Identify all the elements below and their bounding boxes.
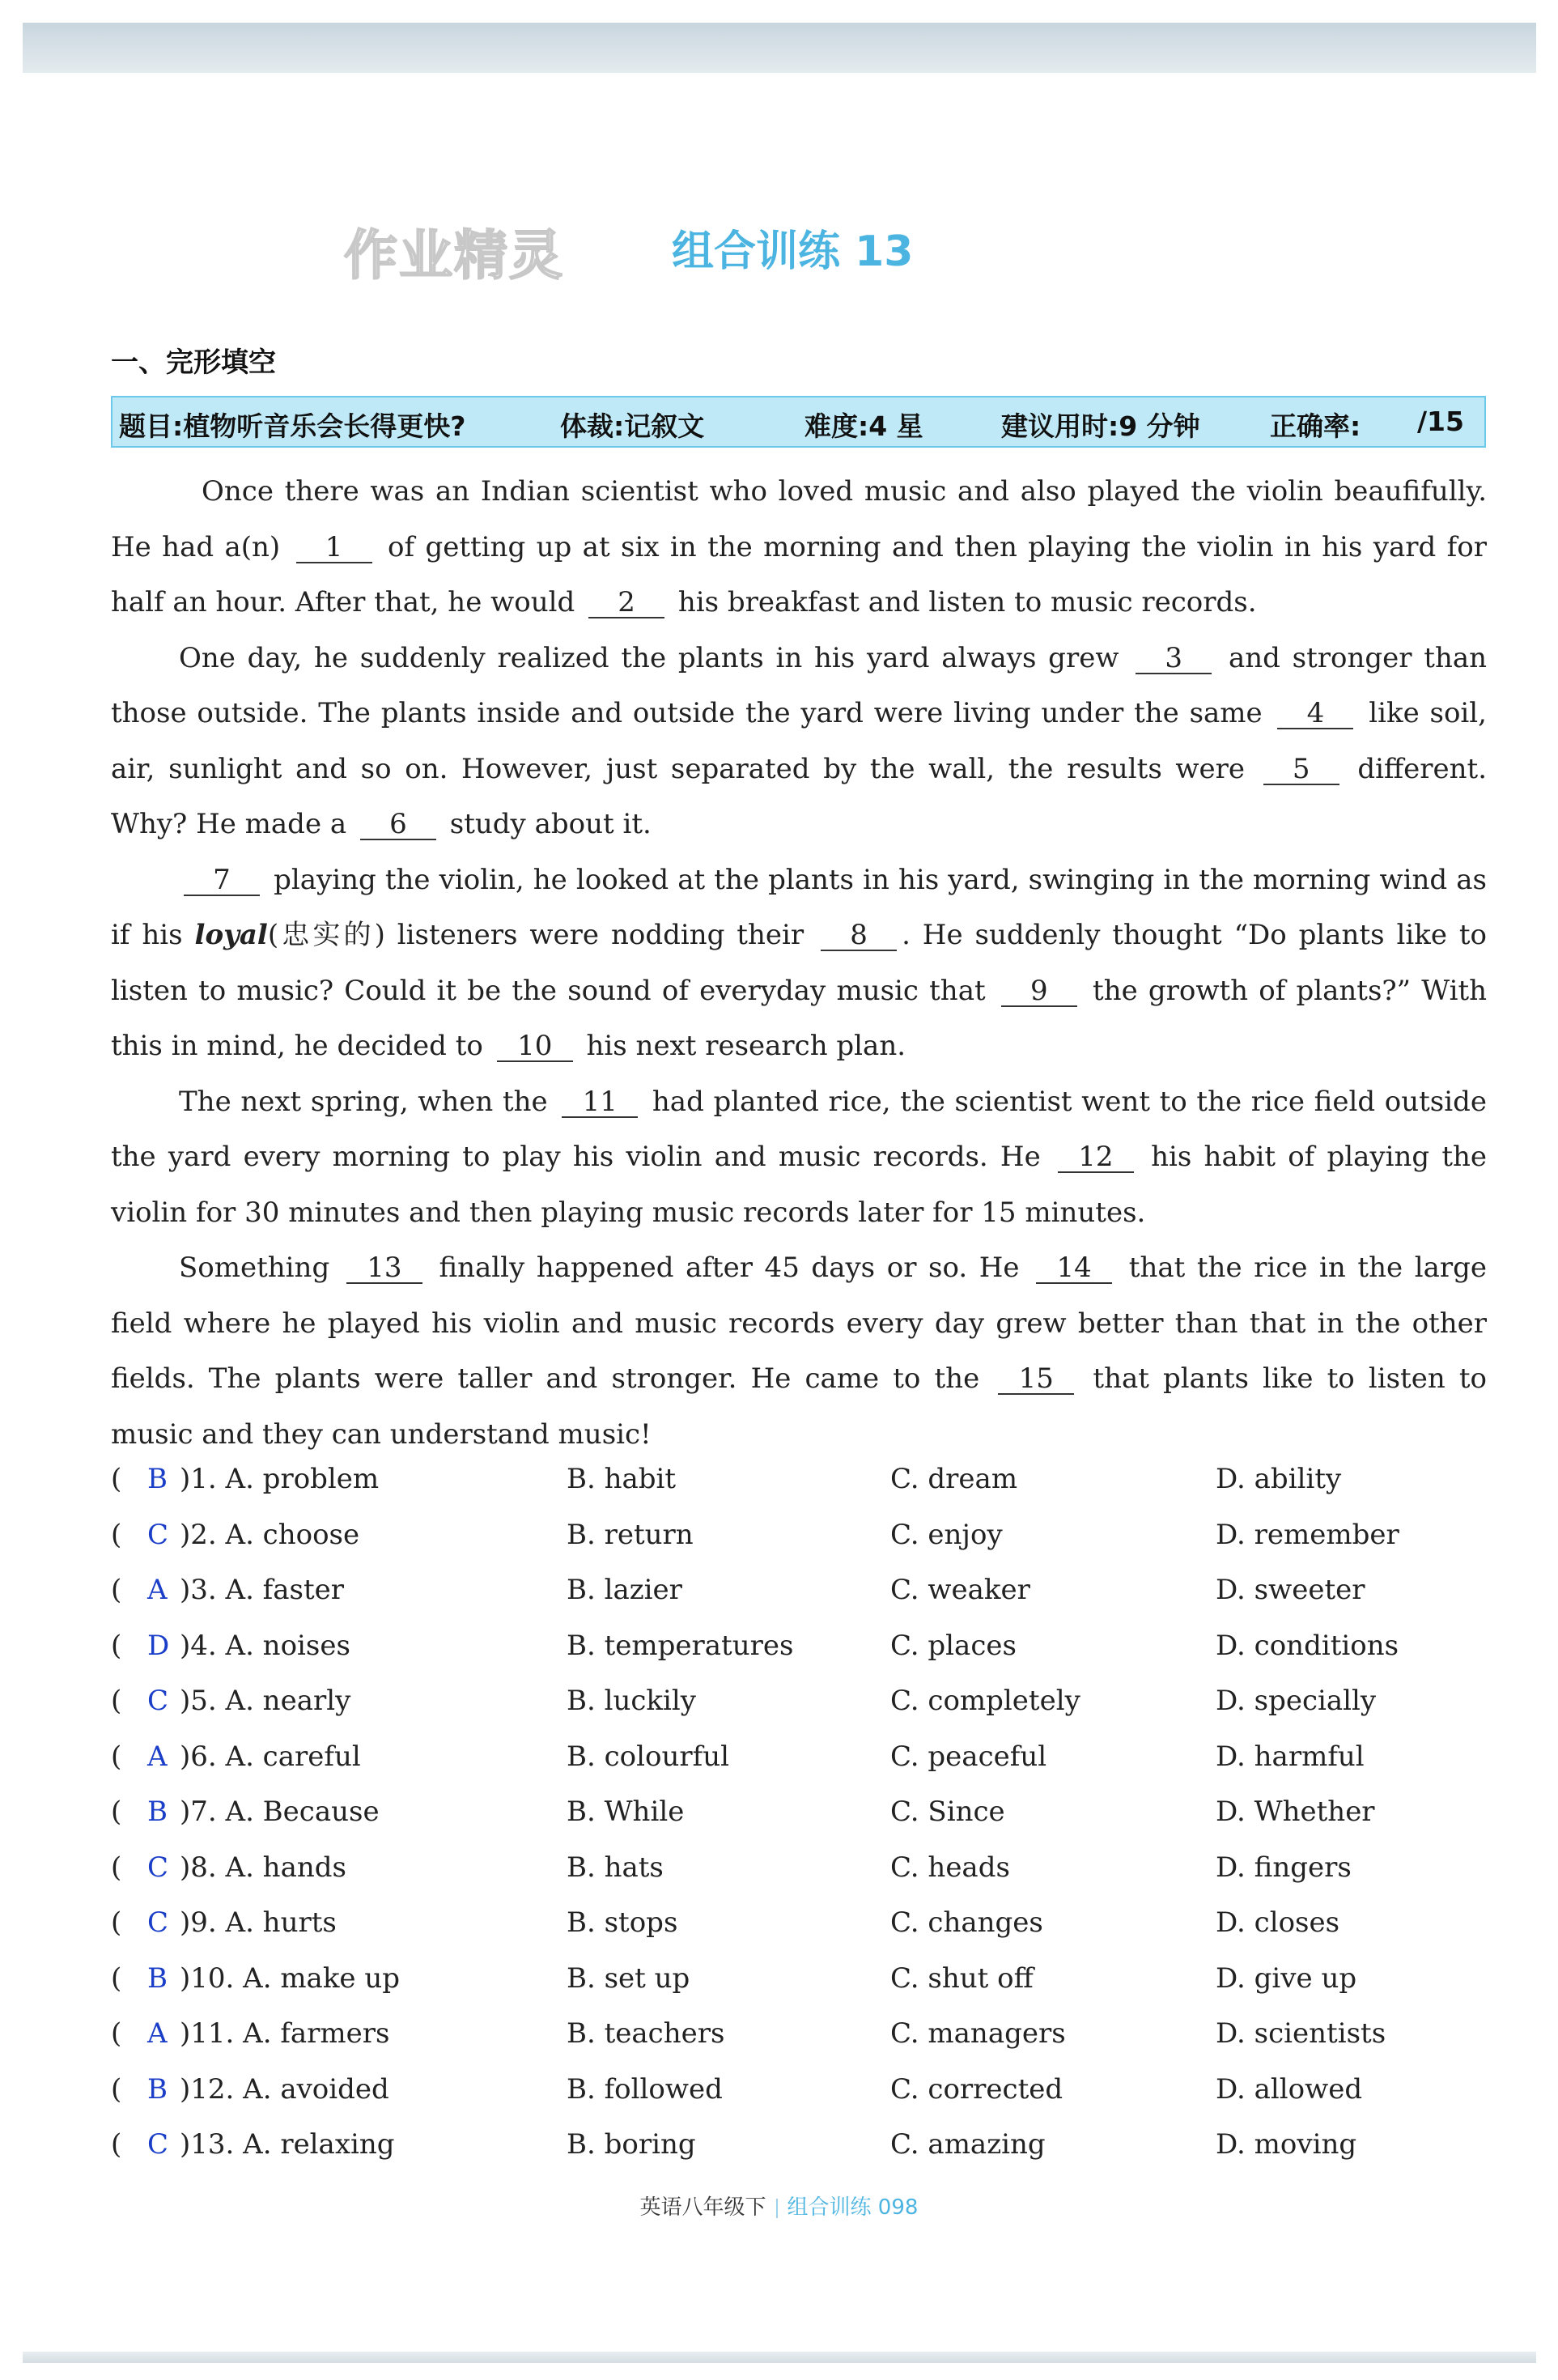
blank-14: 14: [1036, 1253, 1112, 1284]
info-time: 建议用时:9 分钟: [1001, 410, 1200, 442]
option-d: D. Whether: [1216, 1796, 1375, 1828]
option-c: C. Since: [890, 1796, 1005, 1828]
option-d: D. sweeter: [1216, 1574, 1365, 1606]
text: . He suddenly thought “Do plants like to listen to music? Could it be the sound of everyday music that: [111, 919, 1487, 1007]
text: that the rice in the large field where he played his violin and music records every day grew better than that in the other fields. The plants were taller and stronger. He came to the: [111, 1252, 1488, 1395]
option-d: D. moving: [1216, 2128, 1357, 2161]
text: the growth of plants?” With this in mind, he decided to: [111, 974, 1488, 1062]
option-c: C. amazing: [890, 2128, 1046, 2161]
blank-13: 13: [346, 1253, 422, 1284]
option-b: B. colourful: [567, 1740, 729, 1773]
question-row: [111, 2128, 1487, 2184]
info-genre: 体裁:记叙文: [560, 410, 705, 442]
bottom-scan-band: [23, 2352, 1536, 2363]
option-c: C. weaker: [890, 1574, 1030, 1606]
blank-9: 9: [1001, 976, 1077, 1007]
answer-letter: A: [147, 2017, 168, 2050]
blank-15: 15: [998, 1364, 1074, 1395]
open-paren: (: [111, 1463, 122, 1495]
option-a: )12. A. avoided: [180, 2072, 389, 2106]
loyal-word: loyal: [194, 919, 268, 951]
blank-3: 3: [1136, 644, 1212, 674]
question-row: [111, 1740, 1487, 1796]
text: that plants like to listen to music and they can understand music!: [111, 1362, 1487, 1451]
info-bar: [111, 396, 1486, 448]
option-d: D. specially: [1216, 1685, 1377, 1717]
option-d: D. conditions: [1216, 1629, 1399, 1662]
option-a: )10. A. make up: [180, 1961, 401, 1995]
blank-1: 1: [296, 533, 372, 563]
open-paren: (: [111, 1740, 122, 1773]
option-b: B. temperatures: [567, 1629, 794, 1662]
question-row: [111, 1962, 1487, 2018]
open-paren: (: [111, 1851, 122, 1884]
option-a: )4. A. noises: [180, 1629, 350, 1662]
option-b: B. teachers: [567, 2017, 725, 2050]
paragraph-3: [111, 852, 1487, 1074]
option-b: B. set up: [567, 1961, 690, 1995]
option-c: C. places: [890, 1629, 1017, 1662]
blank-10: 10: [497, 1031, 573, 1062]
answer-letter: A: [147, 1574, 168, 1606]
question-row: [111, 1906, 1487, 1962]
text: different. Why? He made a: [111, 752, 1488, 840]
section-heading: 一、完形填空: [111, 346, 276, 379]
option-d: D. remember: [1216, 1518, 1399, 1551]
option-d: D. scientists: [1216, 2017, 1386, 2050]
answer-letter: B: [147, 2072, 168, 2106]
option-b: B. luckily: [567, 1685, 696, 1717]
option-d: D. closes: [1216, 1906, 1340, 1939]
paragraph-5: [111, 1240, 1487, 1462]
open-paren: (: [111, 2017, 122, 2050]
paragraph-2: [111, 631, 1487, 852]
option-a: )2. A. choose: [180, 1518, 360, 1551]
text: listeners were nodding their: [397, 919, 804, 951]
question-row: [111, 2073, 1487, 2129]
blank-12: 12: [1058, 1142, 1134, 1173]
open-paren: (: [111, 1685, 122, 1717]
info-difficulty: 难度:4 星: [804, 410, 923, 442]
text: The next spring, when the: [179, 1085, 548, 1118]
option-b: B. boring: [567, 2128, 696, 2161]
info-topic: 题目:植物听音乐会长得更快?: [119, 410, 466, 442]
option-c: C. corrected: [890, 2072, 1063, 2106]
page-title: 组合训练 13: [672, 227, 914, 276]
question-row: [111, 1630, 1487, 1685]
text: his next research plan.: [586, 1030, 906, 1062]
option-b: B. habit: [567, 1463, 677, 1495]
answer-letter: D: [147, 1629, 170, 1662]
option-c: C. completely: [890, 1685, 1080, 1717]
answer-letter: C: [147, 1685, 169, 1717]
option-a: )13. A. relaxing: [180, 2128, 395, 2161]
top-scan-band: [23, 23, 1536, 73]
blank-4: 4: [1277, 699, 1353, 729]
option-a: )5. A. nearly: [180, 1685, 351, 1717]
option-b: B. lazier: [567, 1574, 682, 1606]
answer-letter: B: [147, 1463, 168, 1495]
text: and stronger than those outside. The plants inside and outside the yard were living under the same: [111, 641, 1488, 729]
blank-8: 8: [821, 920, 897, 951]
answer-letter: B: [147, 1796, 168, 1828]
option-d: D. harmful: [1216, 1740, 1365, 1773]
passage: [111, 464, 1487, 1462]
question-row: [111, 1574, 1487, 1630]
answer-letter: C: [147, 1851, 169, 1884]
question-row: [111, 1796, 1487, 1851]
text: playing the violin, he looked at the plants in his yard, swinging in the morning wind as if his: [111, 863, 1487, 951]
option-c: C. managers: [890, 2017, 1066, 2050]
open-paren: (: [111, 1796, 122, 1828]
open-paren: (: [111, 2072, 122, 2106]
option-a: )11. A. farmers: [180, 2017, 390, 2050]
option-a: )9. A. hurts: [180, 1906, 337, 1939]
option-d: D. fingers: [1216, 1851, 1352, 1884]
question-row: [111, 1519, 1487, 1575]
blank-11: 11: [562, 1087, 638, 1118]
paragraph-1: [111, 464, 1487, 631]
info-accuracy: 正确率:: [1270, 410, 1361, 442]
option-c: C. dream: [890, 1463, 1018, 1495]
paragraph-4: [111, 1074, 1487, 1241]
info-score: /15: [1417, 406, 1464, 437]
answer-letter: B: [147, 1961, 168, 1995]
text: Once there was an Indian scientist who loved music and also played the violin beaufifully. He had a(n): [111, 475, 1487, 563]
option-c: C. changes: [890, 1906, 1043, 1939]
text: Something: [179, 1252, 330, 1284]
text: like soil, air, sunlight and so on. However, just separated by the wall, the results were: [111, 697, 1487, 785]
option-b: B. followed: [567, 2072, 723, 2106]
blank-6: 6: [360, 810, 436, 840]
open-paren: (: [111, 1629, 122, 1662]
option-c: C. peaceful: [890, 1740, 1047, 1773]
open-paren: (: [111, 1574, 122, 1606]
option-c: C. heads: [890, 1851, 1010, 1884]
answer-letter: C: [147, 1518, 169, 1551]
option-b: B. return: [567, 1518, 694, 1551]
loyal-gloss: (忠实的): [267, 919, 385, 951]
blank-7: 7: [184, 865, 260, 896]
open-paren: (: [111, 1906, 122, 1939]
text: One day, he suddenly realized the plants in his yard always grew: [179, 641, 1119, 674]
option-a: )6. A. careful: [180, 1740, 361, 1773]
answer-letter: C: [147, 1906, 169, 1939]
open-paren: (: [111, 1961, 122, 1995]
text: had planted rice, the scientist went to the rice field outside the yard every morning to play his violin and music records. He: [111, 1085, 1487, 1173]
text: his breakfast and listen to music records.: [677, 586, 1257, 618]
option-b: B. hats: [567, 1851, 664, 1884]
option-d: D. give up: [1216, 1961, 1357, 1995]
option-b: B. While: [567, 1796, 685, 1828]
option-a: )3. A. faster: [180, 1574, 345, 1606]
text: study about it.: [449, 808, 652, 840]
option-a: )1. A. problem: [180, 1463, 380, 1495]
open-paren: (: [111, 2128, 122, 2161]
page-footer: [0, 2191, 1558, 2221]
watermark: 作业精灵: [344, 224, 564, 287]
option-d: D. allowed: [1216, 2072, 1363, 2106]
question-list: [111, 1463, 1487, 2184]
option-d: D. ability: [1216, 1463, 1342, 1495]
text: finally happened after 45 days or so. He: [439, 1252, 1020, 1284]
text: of getting up at six in the morning and then playing the violin in his yard for half an hour. After that, he would: [111, 530, 1487, 618]
answer-letter: A: [147, 1740, 168, 1773]
question-row: [111, 1851, 1487, 1907]
blank-2: 2: [588, 588, 664, 618]
question-row: [111, 1685, 1487, 1740]
question-row: [111, 1463, 1487, 1519]
open-paren: (: [111, 1518, 122, 1551]
option-c: C. enjoy: [890, 1518, 1003, 1551]
text: his habit of playing the violin for 30 minutes and then playing music records later for 15 minutes.: [111, 1141, 1487, 1229]
question-row: [111, 2017, 1487, 2073]
option-a: )8. A. hands: [180, 1851, 346, 1884]
option-c: C. shut off: [890, 1961, 1034, 1995]
footer-subject: 英语八年级下: [639, 2195, 766, 2220]
option-b: B. stops: [567, 1906, 678, 1939]
footer-page: 组合训练 098: [787, 2195, 919, 2220]
option-a: )7. A. Because: [180, 1796, 380, 1828]
footer-divider: [776, 2199, 778, 2218]
blank-5: 5: [1263, 754, 1339, 785]
answer-letter: C: [147, 2128, 169, 2161]
